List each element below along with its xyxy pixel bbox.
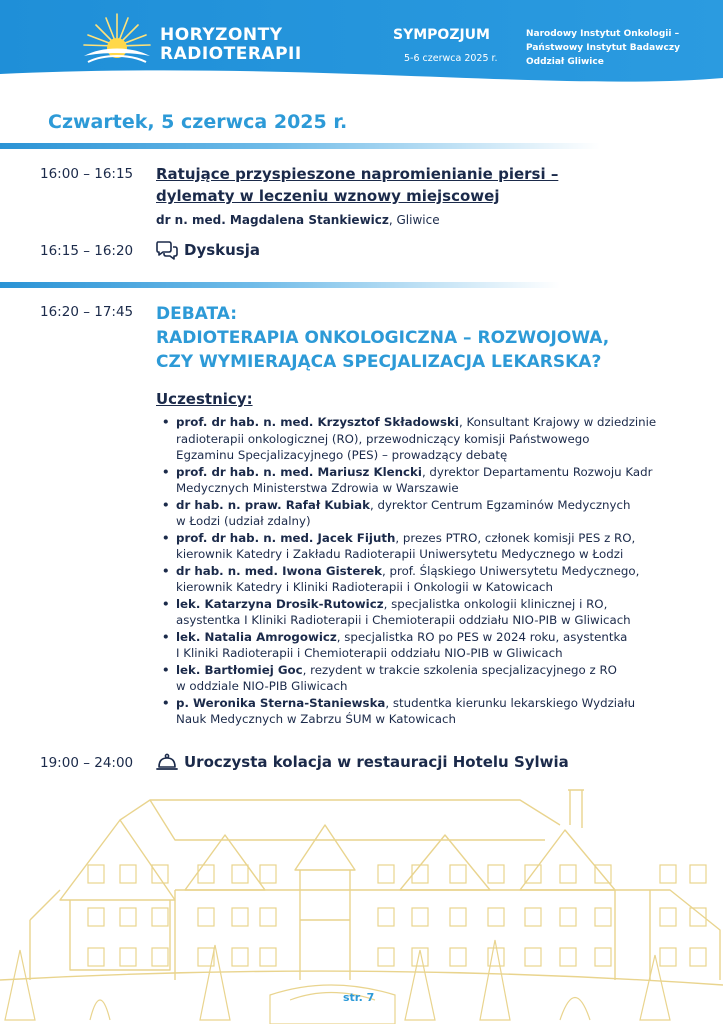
hotel-sketch-illustration — [0, 780, 723, 1024]
institute-line-1: Narodowy Instytut Onkologii – — [526, 29, 680, 39]
participant-role: , rezydent w trakcie szkolenia specjalizacyjnego z RO — [302, 662, 617, 677]
list-item — [160, 695, 690, 728]
hotel-window — [378, 948, 394, 966]
participant-role: Nauk Medycznych w Zabrzu ŚUM w Katowicach — [176, 712, 456, 726]
participant-role: , specjalistka onkologii klinicznej i RO, — [383, 596, 608, 611]
participant-role: , prof. Śląskiego Uniwersytetu Medycznego, — [382, 563, 640, 578]
hotel-window — [690, 865, 706, 883]
hotel-window — [488, 865, 504, 883]
hotel-window — [525, 948, 541, 966]
section-divider — [0, 282, 560, 288]
participant-role: , studentka kierunku lekarskiego Wydziału — [385, 695, 636, 710]
participant-name: lek. Katarzyna Drosik-Rutowicz — [176, 596, 384, 611]
hotel-window — [232, 908, 248, 926]
hotel-window — [120, 948, 136, 966]
hotel-window — [232, 865, 248, 883]
dinner-label: Uroczysta kolacja w restauracji Hotelu Sylwia — [184, 753, 569, 771]
hotel-window — [560, 865, 576, 883]
page-header — [0, 0, 723, 88]
participant-name: lek. Natalia Amrogowicz — [176, 629, 337, 644]
participant-role: , specjalistka RO po PES w 2024 roku, asystentka — [336, 629, 628, 644]
sun-logo-icon — [82, 12, 152, 68]
hotel-window — [260, 865, 276, 883]
hotel-window — [152, 948, 168, 966]
institute-line-2: Państwowy Instytut Badawczy — [526, 43, 680, 53]
hotel-window — [378, 865, 394, 883]
chat-bubbles-icon — [156, 240, 178, 260]
hotel-window — [595, 865, 611, 883]
hotel-window — [450, 865, 466, 883]
hotel-window — [88, 948, 104, 966]
list-item — [160, 464, 690, 497]
hotel-window — [198, 908, 214, 926]
list-item — [160, 530, 690, 563]
hotel-window — [378, 908, 394, 926]
list-item — [160, 414, 690, 464]
hotel-window — [152, 908, 168, 926]
debate-title — [156, 302, 609, 374]
hotel-windows — [88, 865, 706, 966]
hotel-window — [260, 908, 276, 926]
participant-role: kierownik Katedry i Zakładu Radioterapii Uniwersytetu Medycznego w Łodzi — [176, 547, 624, 561]
hotel-window — [660, 948, 676, 966]
hotel-window — [450, 948, 466, 966]
page-number: str. 7 — [343, 991, 375, 1004]
hotel-window — [595, 948, 611, 966]
hotel-window — [232, 948, 248, 966]
hotel-window — [120, 908, 136, 926]
hotel-window — [595, 908, 611, 926]
logo-line-2: RADIOTERAPII — [160, 44, 302, 64]
discussion-label: Dyskusja — [184, 241, 261, 259]
logo-line-1: HORYZONTY — [160, 25, 283, 45]
hotel-window — [690, 948, 706, 966]
list-item — [160, 563, 690, 596]
list-item — [160, 629, 690, 662]
hotel-window — [560, 908, 576, 926]
participant-name: p. Weronika Sterna-Staniewska — [176, 695, 386, 710]
hotel-window — [260, 948, 276, 966]
participant-name: dr hab. n. med. Iwona Gisterek — [176, 563, 382, 578]
discussion-item — [156, 240, 260, 260]
list-item — [160, 596, 690, 629]
debate-title-line-1: DEBATA: — [156, 304, 238, 324]
hotel-window — [450, 908, 466, 926]
debate-title-line-2: RADIOTERAPIA ONKOLOGICZNA – ROZWOJOWA, — [156, 328, 610, 348]
hotel-window — [152, 865, 168, 883]
speaker-city: , Gliwice — [388, 213, 440, 227]
participant-role: , dyrektor Departamentu Rozwoju Kadr — [421, 464, 653, 479]
participant-name: prof. dr hab. n. med. Mariusz Klencki — [176, 464, 422, 479]
participant-role: kierownik Katedry i Kliniki Radioterapii i Onkologii w Katowicach — [176, 580, 554, 594]
session-title — [156, 163, 558, 207]
participant-role: , Konsultant Krajowy w dziedzinie — [458, 415, 657, 429]
symposium-label: SYMPOZJUM — [393, 27, 490, 43]
participant-role: Medycznych Ministerstwa Zdrowia w Warszawie — [176, 481, 459, 495]
symposium-date: 5-6 czerwca 2025 r. — [404, 53, 498, 64]
participant-name: prof. dr hab. n. med. Krzysztof Składowski — [176, 415, 459, 429]
institute-name — [526, 27, 680, 69]
participants-heading: Uczestnicy: — [156, 390, 253, 408]
hotel-window — [88, 908, 104, 926]
hotel-window — [120, 865, 136, 883]
participant-role: , dyrektor Centrum Egzaminów Medycznych — [369, 497, 631, 512]
dinner-item — [156, 752, 569, 772]
participant-role: Egzaminu Specjalizacyjnego (PES) – prowadzący debatę — [176, 448, 508, 462]
hotel-window — [488, 908, 504, 926]
list-item — [160, 497, 690, 530]
session-title-line-2: dylematy w leczeniu wznowy miejscowej — [156, 187, 500, 205]
logo-wordmark — [160, 26, 302, 64]
participant-role: radioterapii onkologicznej (RO), przewodniczący komisji Państwowego — [176, 431, 590, 446]
hotel-window — [560, 948, 576, 966]
hotel-window — [525, 908, 541, 926]
day-title: Czwartek, 5 czerwca 2025 r. — [48, 111, 348, 133]
speaker-name: dr n. med. Magdalena Stankiewicz — [156, 213, 389, 227]
hotel-window — [660, 908, 676, 926]
participant-role: asystentka I Kliniki Radioterapii i Chemioterapii oddziału NIO-PIB w Gliwicach — [176, 613, 631, 627]
hotel-window — [88, 865, 104, 883]
section-divider — [0, 143, 600, 149]
debate-title-line-3: CZY WYMIERAJĄCA SPECJALIZACJA LEKARSKA? — [156, 352, 602, 372]
discussion-time: 16:15 – 16:20 — [40, 243, 134, 259]
session-time: 16:00 – 16:15 — [40, 166, 134, 182]
debate-time: 16:20 – 17:45 — [40, 304, 134, 320]
participant-role: I Kliniki Radioterapii i Chemioterapii oddziału NIO-PIB w Gliwicach — [176, 646, 563, 660]
cloche-icon — [156, 752, 178, 772]
session-speaker — [156, 213, 440, 227]
participants-list — [160, 414, 690, 728]
participant-role: w oddziale NIO-PIB Gliwicach — [176, 679, 348, 693]
hotel-window — [660, 865, 676, 883]
hotel-window — [412, 865, 428, 883]
hotel-window — [412, 908, 428, 926]
participant-name: prof. dr hab. n. med. Jacek Fijuth — [176, 530, 396, 545]
participant-name: lek. Bartłomiej Goc — [176, 662, 303, 677]
participant-name: dr hab. n. praw. Rafał Kubiak — [176, 497, 370, 512]
participant-role: , prezes PTRO, członek komisji PES z RO, — [395, 530, 636, 545]
institute-line-3: Oddział Gliwice — [526, 57, 604, 67]
list-item — [160, 662, 690, 695]
participant-role: w Łodzi (udział zdalny) — [176, 514, 311, 528]
session-title-line-1: Ratujące przyspieszone napromienianie piersi – — [156, 165, 559, 183]
dinner-time: 19:00 – 24:00 — [40, 755, 134, 771]
